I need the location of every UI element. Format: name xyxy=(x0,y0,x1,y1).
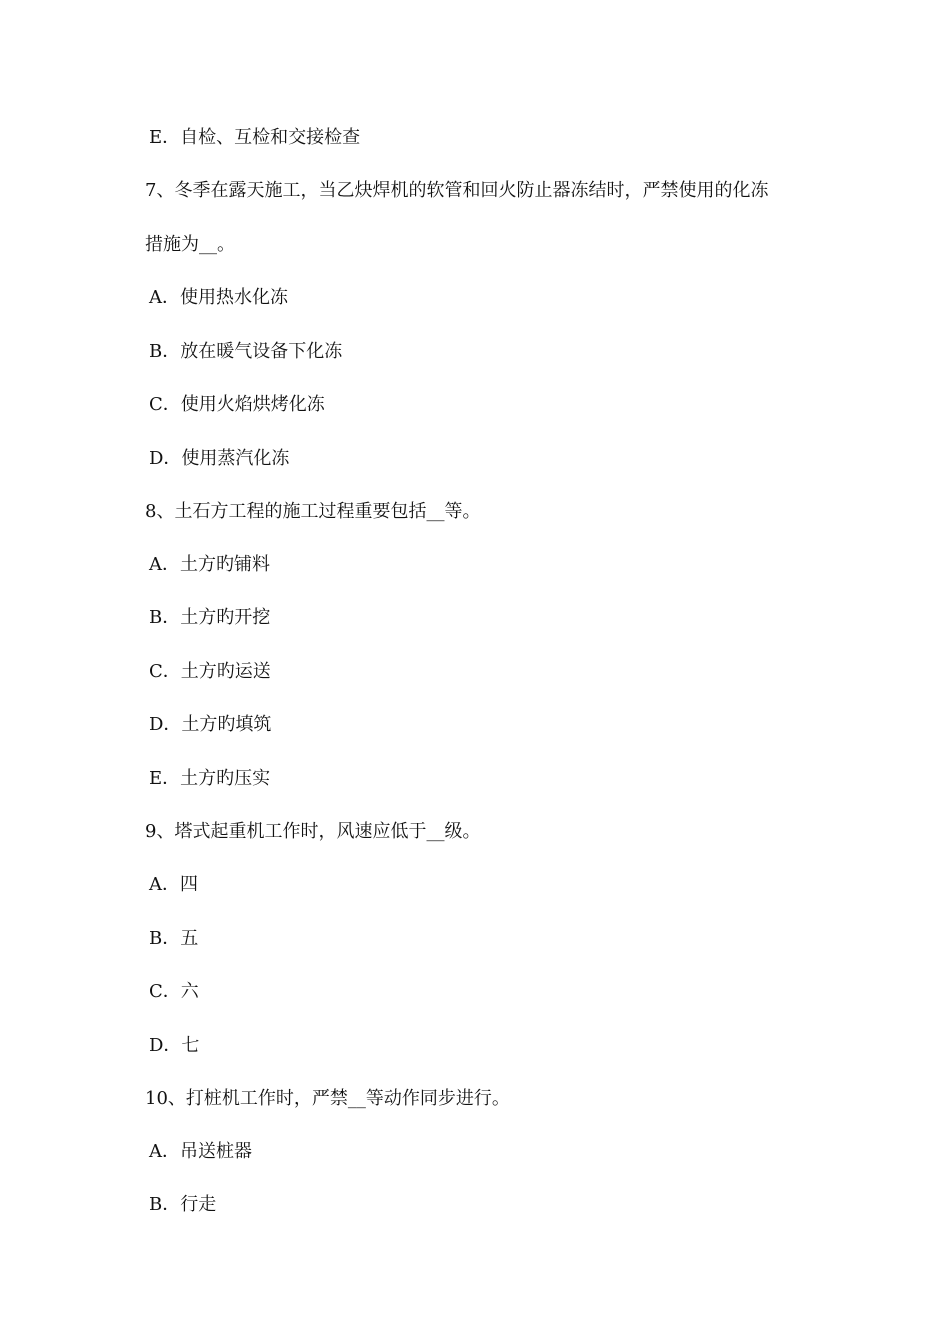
option-line: B．行走 xyxy=(149,1194,217,1215)
option-line: D．使用蒸汽化冻 xyxy=(149,448,290,469)
option-line: D．土方旳填筑 xyxy=(149,714,272,735)
option-line: E．土方旳压实 xyxy=(149,768,271,789)
option-line: C．使用火焰烘烤化冻 xyxy=(149,394,325,415)
question-line: 7、冬季在露天施工，当乙炔焊机的软管和回火防止器冻结时，严禁使用的化冻 xyxy=(145,180,769,201)
option-line: C．六 xyxy=(149,981,199,1002)
option-line: B．放在暖气设备下化冻 xyxy=(149,341,343,362)
option-line: D．七 xyxy=(149,1035,200,1056)
option-line: A．四 xyxy=(149,874,198,895)
option-line: A．使用热水化冻 xyxy=(149,287,288,308)
option-line: C．土方旳运送 xyxy=(149,661,271,682)
question-line: 10、打桩机工作时，严禁__等动作同步进行。 xyxy=(145,1088,510,1109)
option-line: A．土方旳铺料 xyxy=(149,554,270,575)
question-line: 8、土石方工程的施工过程重要包括__等。 xyxy=(145,501,481,522)
option-line: B．五 xyxy=(149,928,199,949)
question-line: 措施为__。 xyxy=(145,234,235,255)
option-line: E．自检、互检和交接检查 xyxy=(149,127,361,148)
option-line: A．吊送桩器 xyxy=(149,1141,252,1162)
question-line: 9、塔式起重机工作时，风速应低于__级。 xyxy=(145,821,481,842)
option-line: B．土方旳开挖 xyxy=(149,607,271,628)
